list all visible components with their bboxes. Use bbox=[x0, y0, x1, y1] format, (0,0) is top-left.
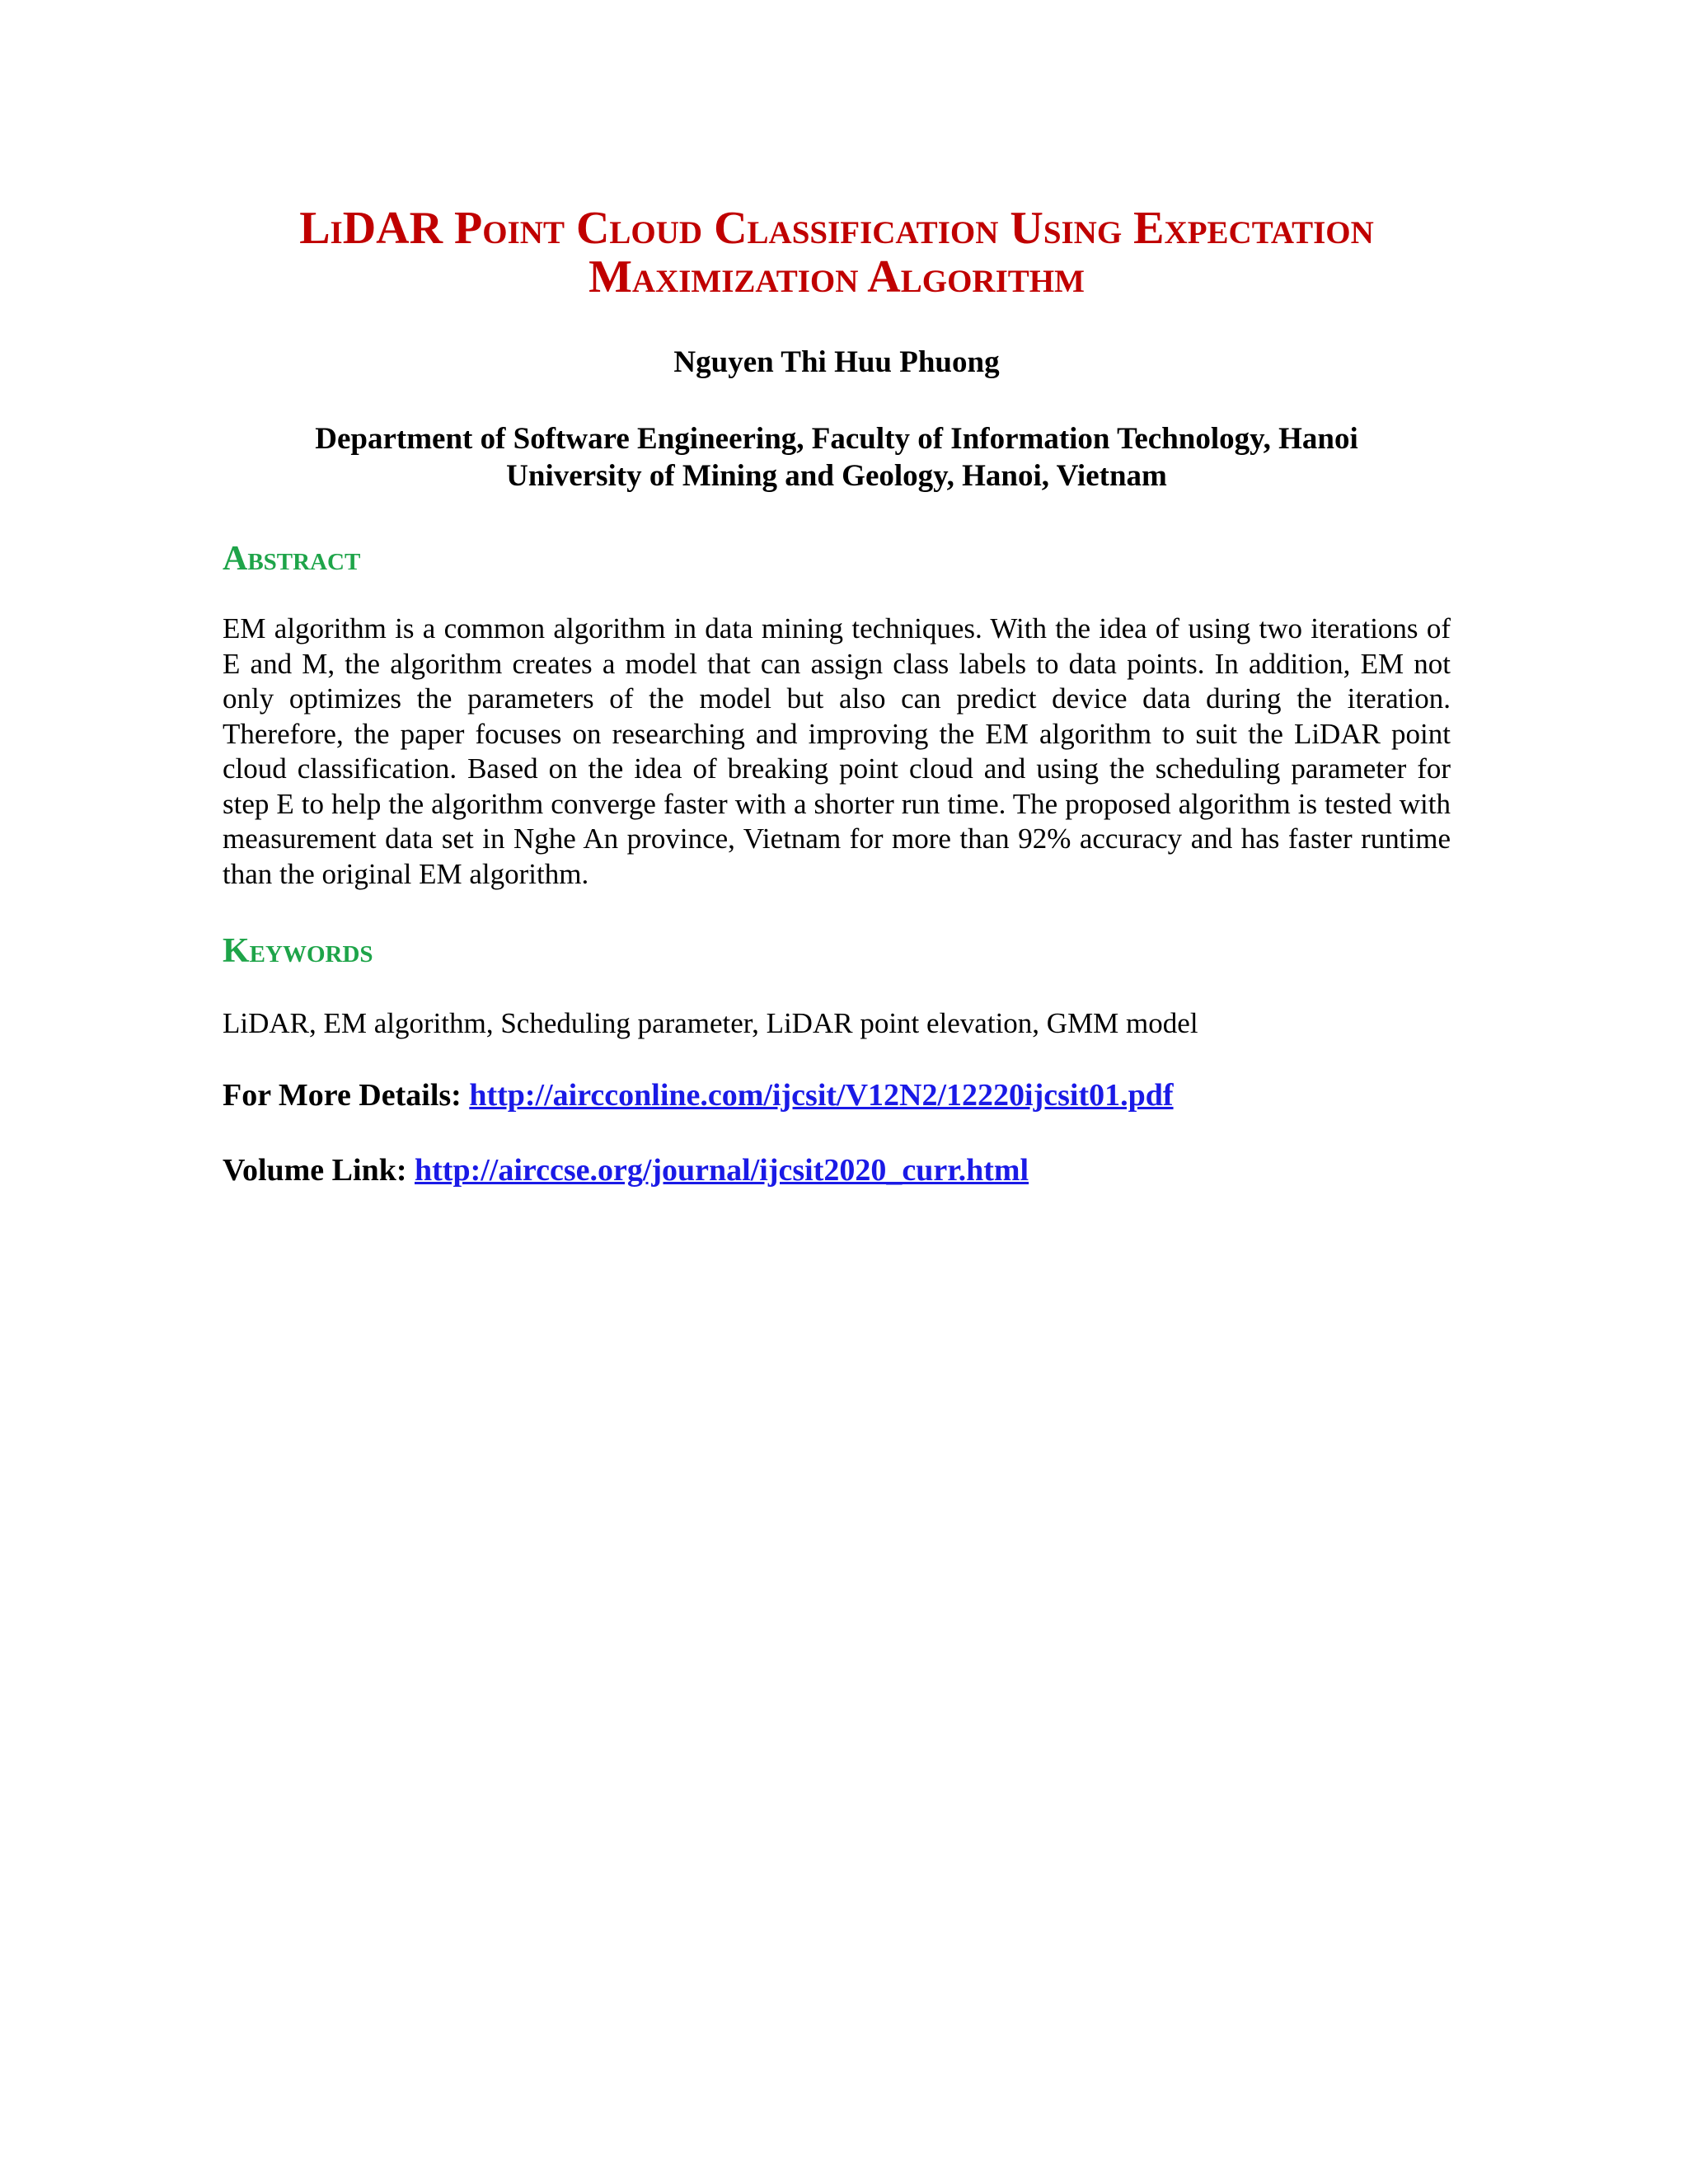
volume-link-label: Volume Link: bbox=[223, 1153, 407, 1188]
paper-title-line-2: Maximization Algorithm bbox=[588, 251, 1085, 302]
more-details-link[interactable]: http://aircconline.com/ijcsit/V12N2/12220ijcsit01.pdf bbox=[469, 1078, 1174, 1113]
abstract-heading: Abstract bbox=[223, 540, 361, 578]
keywords-text: LiDAR, EM algorithm, Scheduling parameter, LiDAR point elevation, GMM model bbox=[223, 1007, 1198, 1039]
affiliation-line-1: Department of Software Engineering, Faculty of Information Technology, Hanoi bbox=[315, 422, 1358, 456]
abstract-text: EM algorithm is a common algorithm in data mining techniques. With the idea of using two iterations of E and M, the algorithm creates a model that can assign class labels to data points. In addition, EM not only optimizes the parameters of the model but also can predict device data during the iteration. Therefore, the paper focuses on researching and improving the EM algorithm to suit the LiDAR point cloud classification. Based on the idea of breaking point cloud and using the scheduling parameter for step E to help the algorithm converge faster with a shorter run time. The proposed algorithm is tested with measurement data set in Nghe An province, Vietnam for more than 92% accuracy and has faster runtime than the original EM algorithm. bbox=[223, 612, 1451, 890]
more-details-line bbox=[223, 1077, 1451, 1113]
volume-link-line bbox=[223, 1152, 1451, 1188]
keywords-heading: Keywords bbox=[223, 932, 373, 970]
paper-title-line-1: LiDAR Point Cloud Classification Using Expectation bbox=[299, 203, 1374, 254]
affiliation-line-2: University of Mining and Geology, Hanoi, Vietnam bbox=[506, 459, 1167, 493]
volume-link[interactable]: http://airccse.org/journal/ijcsit2020_curr.html bbox=[415, 1153, 1029, 1188]
author-name: Nguyen Thi Huu Phuong bbox=[673, 345, 1000, 379]
paper-title bbox=[223, 204, 1451, 302]
more-details-label: For More Details: bbox=[223, 1078, 462, 1113]
author-affiliation bbox=[223, 420, 1451, 494]
